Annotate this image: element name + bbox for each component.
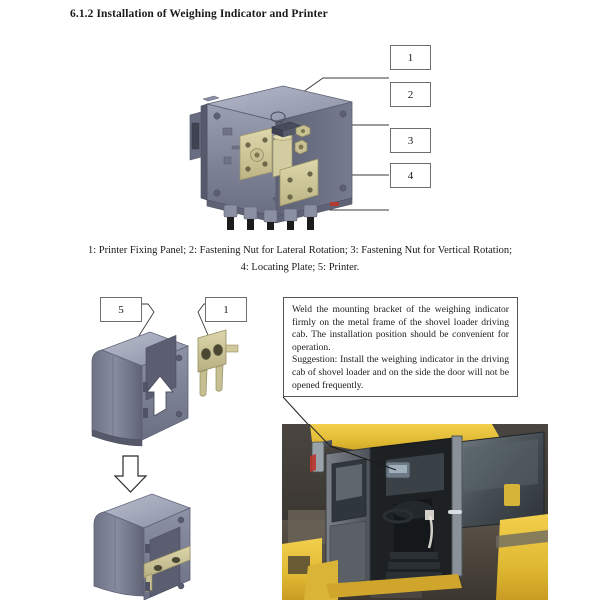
caption-line-1: 1: Printer Fixing Panel; 2: Fastening Nut for Lateral Rotation; 3: Fastening Nut for Vertical Rotation;	[87, 245, 513, 256]
instruction-paragraph-1: Weld the mounting bracket of the weighing indicator firmly on the metal frame of the shovel loader driving cab. The installation position should be convenient for operation.	[292, 304, 509, 353]
down-arrow-icon	[115, 456, 146, 492]
printer-mounting-illustration	[80, 290, 280, 600]
callout-label: 2	[407, 88, 414, 101]
callout-box-5	[100, 297, 142, 322]
callout-box-1	[390, 45, 431, 70]
instruction-paragraph-2: Suggestion: Install the weighing indicator in the driving cab of shovel loader and on the side the door will not be opened frequently.	[292, 354, 509, 391]
printer-body-lower	[94, 494, 190, 600]
instruction-text-box	[283, 297, 518, 397]
assembly-illustration	[0, 35, 600, 230]
shovel-loader-cab-photo	[282, 424, 548, 600]
callout-box-3	[390, 128, 431, 153]
callout-label: 1	[223, 303, 229, 316]
callout-label: 4	[407, 169, 414, 182]
page-title: 6.1.2 Installation of Weighing Indicator and Printer	[70, 8, 328, 20]
figure-caption	[60, 242, 540, 276]
callout-box-printer-fixing-panel	[205, 297, 247, 322]
callout-label: 1	[407, 51, 414, 64]
caption-line-2: 4: Locating Plate; 5: Printer.	[240, 262, 360, 273]
figure-top-assembly	[0, 35, 600, 230]
callout-label: 3	[407, 134, 414, 147]
cab-photo-illustration	[282, 424, 548, 600]
callout-label: 5	[118, 303, 124, 316]
figure-printer-mounting	[80, 290, 280, 600]
printer-body-upper	[92, 332, 188, 446]
callout-box-2	[390, 82, 431, 107]
callout-box-4	[390, 163, 431, 188]
printer-fixing-panel	[198, 330, 238, 396]
